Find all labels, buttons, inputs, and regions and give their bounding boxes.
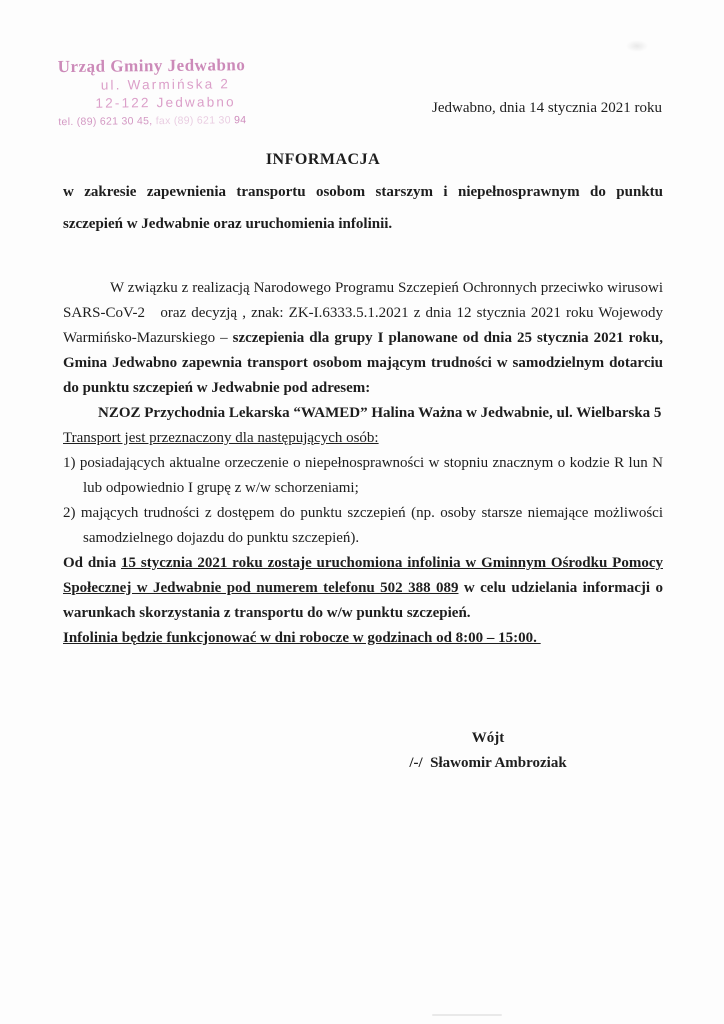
paragraph-intro: W związku z realizacją Narodowego Programu Szczepień Ochronnych przeciwko wirusowi SARS-CoV-2 oraz decyzją , znak: ZK-I.6333.5.1.2021 z dnia 12 stycznia 2021 roku Wojewody Warmińsko-Mazurskiego – szczepienia dla grupy I planowane od dnia 25 stycznia 2021 roku, Gmina Jedwabno zapewnia transport osobom mającym trudności w samodzielnym dotarciu do punktu szczepień w Jedwabnie pod adresem: [63,280,663,396]
paragraph-clinic-address: NZOZ Przychodnia Lekarska “WAMED” Halina Ważna w Jedwabnie, ul. Wielbarska 5 [98,405,662,421]
paragraph-infoline: Od dnia 15 stycznia 2021 roku zostaje uruchomiona infolinia w Gminnym Ośrodku Pomocy Społecznej w Jedwabnie pod numerem telefonu 502 388 089 w celu udzielania informacji o warunkach skorzystania z transportu do w/w punktu szczepień. [63,555,664,621]
list-item-1: 1) posiadających aktualne orzeczenie o niepełnosprawności w stopniu znacznym o kodzie R lun N lub odpowiednio I grupę z w/w schorzeniami; [63,455,663,496]
stamp-phone [58,113,273,129]
document-title: INFORMACJA [265,151,381,168]
signature-block [363,726,613,776]
list-item-2: 2) mających trudności z dostępem do punktu szczepień (np. osoby starsze niemające możliwości samodzielnego dojazdu do punktu szczepień). [63,505,663,546]
dateline: Jedwabno, dnia 14 stycznia 2021 roku [432,100,662,116]
document-subtitle: w zakresie zapewnienia transportu osobom starszym i niepełnosprawnym do punktu szczepień w Jedwabnie oraz uruchomienia infolinii. [63,184,663,232]
paragraph-infoline-hours: Infolinia będzie funkcjonować w dni robocze w godzinach od 8:00 – 15:00. [63,630,541,646]
stamp-phone-fax: fax (89) 621 30 [155,114,235,128]
stamp-office-name: Urząd Gminy Jedwabno [57,55,246,77]
stamp-phone-tel: tel. (89) 621 30 45, [58,115,156,129]
office-stamp [58,55,274,129]
scan-artifact [626,40,648,52]
stamp-city: 12-122 Jedwabno [95,94,236,111]
scan-artifact [432,1014,502,1016]
stamp-phone-fax-end: 94 [233,114,247,127]
signature-role: Wójt [471,730,505,746]
stamp-street: ul. Warmińska 2 [100,76,231,93]
document-content [63,144,663,651]
paragraph-transport-heading: Transport jest przeznaczony dla następujących osób: [63,430,379,446]
document-body [63,276,663,651]
signature-name: /-/ Sławomir Ambroziak [409,755,567,771]
